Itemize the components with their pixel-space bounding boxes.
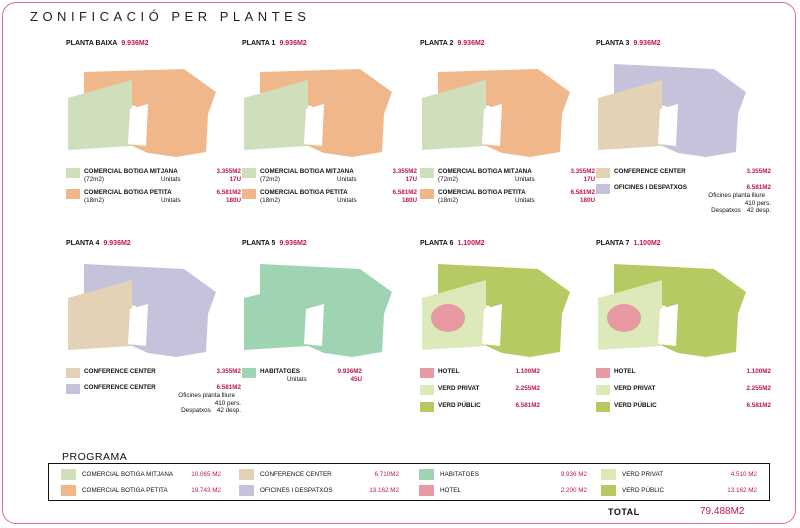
color-swatch — [420, 368, 434, 378]
floor-plan — [596, 254, 771, 359]
plan-planta-1 — [242, 40, 417, 230]
legend-item: VERD PÚBLIC 6.581M2 — [420, 402, 595, 420]
plan-title: PLANTA 2 9.936M2 — [420, 40, 485, 47]
legend-item: CONFERENCE CENTER 6.581M2 Oficines planta lliure 410 pers. Despatxos 42 desp. — [66, 384, 241, 402]
plan-planta-4 — [66, 240, 241, 430]
color-swatch — [419, 485, 434, 496]
color-swatch — [601, 485, 616, 496]
total-label: TOTAL — [608, 507, 640, 517]
floor-plan — [66, 54, 241, 159]
total-value: 79.488M2 — [700, 506, 745, 517]
plan-title: PLANTA 1 9.936M2 — [242, 40, 307, 47]
legend-item: CONFERENCE CENTER 3.355M2 — [66, 368, 241, 386]
color-swatch — [66, 368, 80, 378]
program-title: PROGRAMA — [62, 451, 128, 463]
legend-item: CONFERENCE CENTER 3.355M2 — [596, 168, 771, 186]
plan-planta-3 — [596, 40, 771, 230]
color-swatch — [66, 189, 80, 199]
page-title: ZONIFICACIÓ PER PLANTES — [30, 9, 311, 24]
legend-item: COMERCIAL BOTIGA PETITA (18m2) Unitats 6.581M2 180U — [66, 189, 241, 207]
color-swatch — [419, 469, 434, 480]
plan-planta-5 — [242, 240, 417, 430]
plan-title: PLANTA 7 1.100M2 — [596, 240, 661, 247]
legend-item: OFICINES I DESPATXOS 6.581M2 Oficines planta lliure 410 pers. Despatxos 42 desp. — [596, 184, 771, 202]
color-swatch — [242, 168, 256, 178]
color-swatch — [596, 385, 610, 395]
legend-item: COMERCIAL BOTIGA MITJANA (72m2) Unitats 3.355M2 17U — [420, 168, 595, 186]
color-swatch — [420, 402, 434, 412]
plan-planta-7 — [596, 240, 771, 430]
plan-title: PLANTA 4 9.936M2 — [66, 240, 131, 247]
legend-item: COMERCIAL BOTIGA MITJANA (72m2) Unitats 3.355M2 17U — [66, 168, 241, 186]
program-item: COMERCIAL BOTIGA PETITA 19.743 M2 — [61, 485, 221, 497]
color-swatch — [420, 168, 434, 178]
plan-planta-6 — [420, 240, 595, 430]
plan-planta-2 — [420, 40, 595, 230]
program-item: HOTEL 2.200 M2 — [419, 485, 587, 497]
program-item: VERD PRIVAT 4.510 M2 — [601, 469, 757, 481]
legend-item: COMERCIAL BOTIGA MITJANA (72m2) Unitats 3.355M2 17U — [242, 168, 417, 186]
legend-item: VERD PRIVAT 2.255M2 — [596, 385, 771, 403]
program-item: VERD PÚBLIC 13.162 M2 — [601, 485, 757, 497]
color-swatch — [239, 485, 254, 496]
program-item: OFICINES I DESPATXOS 13.162 M2 — [239, 485, 399, 497]
floor-plan — [242, 54, 417, 159]
color-swatch — [242, 368, 256, 378]
plan-title: PLANTA 3 9.936M2 — [596, 40, 661, 47]
legend-item: VERD PÚBLIC 6.581M2 — [596, 402, 771, 420]
legend-item: HOTEL 1.100M2 — [596, 368, 771, 386]
legend-item: COMERCIAL BOTIGA PETITA (18m2) Unitats 6.581M2 180U — [420, 189, 595, 207]
floor-plan — [596, 54, 771, 159]
legend-item: COMERCIAL BOTIGA PETITA (18m2) Unitats 6.581M2 180U — [242, 189, 417, 207]
color-swatch — [420, 385, 434, 395]
color-swatch — [596, 168, 610, 178]
color-swatch — [596, 368, 610, 378]
program-item: COMERCIAL BOTIGA MITJANA 10.065 M2 — [61, 469, 221, 481]
color-swatch — [420, 189, 434, 199]
plan-title: PLANTA 6 1.100M2 — [420, 240, 485, 247]
legend-item: VERD PRIVAT 2.255M2 — [420, 385, 595, 403]
color-swatch — [239, 469, 254, 480]
color-swatch — [596, 402, 610, 412]
color-swatch — [596, 184, 610, 194]
color-swatch — [61, 485, 76, 496]
plan-title: PLANTA BAIXA 9.936M2 — [66, 40, 149, 47]
program-item: HABITATGES 9.936 M2 — [419, 469, 587, 481]
plan-title: PLANTA 5 9.936M2 — [242, 240, 307, 247]
floor-plan — [66, 254, 241, 359]
color-swatch — [66, 384, 80, 394]
legend-item: HABITATGES Unitats 9.936M2 45U — [242, 368, 417, 386]
color-swatch — [66, 168, 80, 178]
program-table — [48, 463, 770, 501]
floor-plan — [420, 254, 595, 359]
color-swatch — [242, 189, 256, 199]
plan-planta-baixa — [66, 40, 241, 230]
legend-item: HOTEL 1.100M2 — [420, 368, 595, 386]
color-swatch — [601, 469, 616, 480]
floor-plan — [420, 54, 595, 159]
program-item: CONFERENCE CENTER 6.710M2 — [239, 469, 399, 481]
floor-plan — [242, 254, 417, 359]
color-swatch — [61, 469, 76, 480]
